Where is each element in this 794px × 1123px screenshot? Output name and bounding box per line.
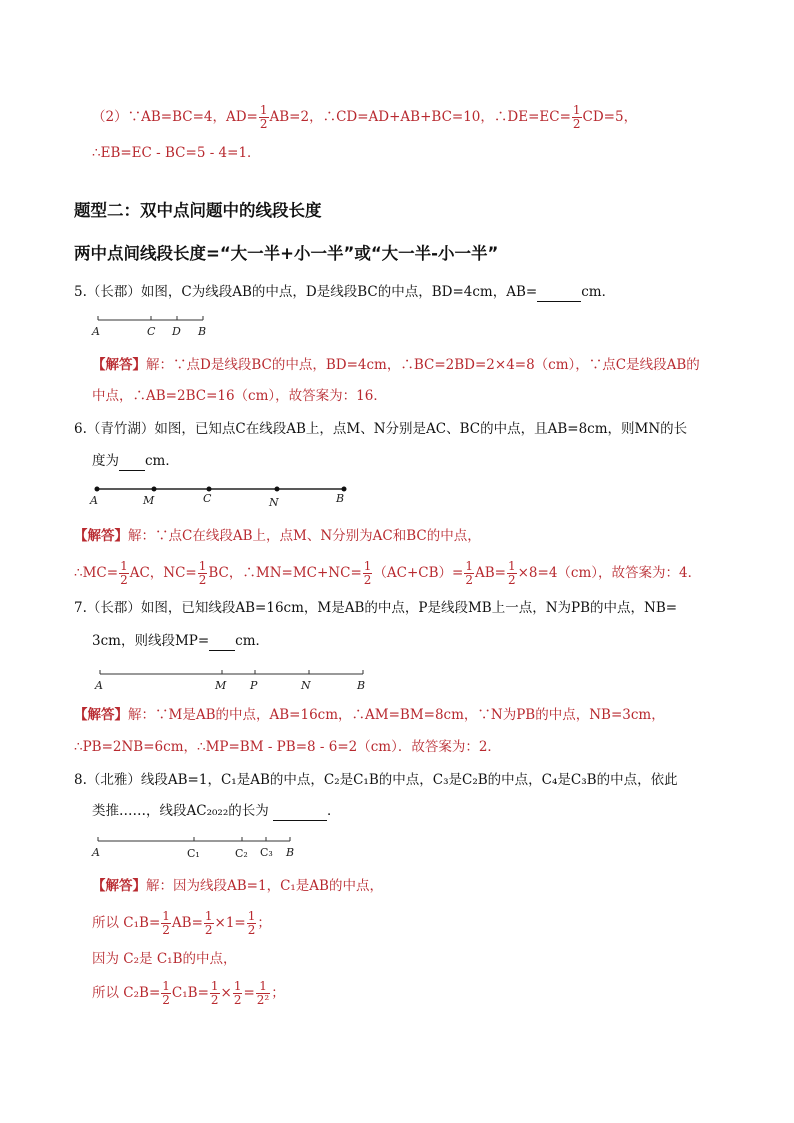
answer-blank <box>537 287 581 302</box>
label-a: A <box>95 679 103 692</box>
answer-blank <box>209 636 235 651</box>
fraction-half: $\frac{1}{2}$ <box>233 979 242 1007</box>
solution-2-part: （2）∵AB=BC=4，AD= <box>92 109 258 125</box>
label-m: M <box>215 679 227 692</box>
label-m: M <box>143 494 155 507</box>
label-p: P <box>250 679 258 692</box>
section-title: 题型二：双中点问题中的线段长度 <box>74 201 322 220</box>
fraction-half: $\frac{1}{2}$ <box>572 103 581 131</box>
answer-blank <box>273 806 327 821</box>
q8-answer-line-2: 所以 C₁B= $\frac{1}{2}$ AB= $\frac{1}{2}$ ×1= $\frac{1}{2}$ ； <box>92 909 271 937</box>
label-d: D <box>172 325 181 338</box>
label-a: A <box>92 325 100 338</box>
fraction-half: $\frac{1}{2}$ <box>259 103 268 131</box>
question-6-text-2: 度为 cm． <box>92 453 179 469</box>
q8-segment-diagram <box>90 832 310 864</box>
question-8-text-2: 类推……，线段AC₂₀₂₂的长为 ． <box>92 803 341 819</box>
fraction-half: $\frac{1}{2}$ <box>465 559 473 587</box>
fraction-half: $\frac{1}{2}$ <box>363 559 372 587</box>
label-c: C <box>203 492 212 505</box>
fraction-half: $\frac{1}{2}$ <box>210 979 219 1007</box>
solution-2-line-1 <box>92 104 637 131</box>
section-subtitle: 两中点间线段长度=“大一半+小一半”或“大一半-小一半” <box>74 244 499 263</box>
label-c3: C₃ <box>260 846 273 859</box>
fraction-half: $\frac{1}{2}$ <box>507 559 516 587</box>
label-n: N <box>269 496 279 509</box>
q8-answer-line-4: 所以 C₂B= $\frac{1}{2}$ C₁B= $\frac{1}{2}$ × $\frac{1}{2}$ = $\frac{1}{\text{2²}}$ ； <box>92 979 285 1007</box>
q7-answer-line-1: 【解答】解：∵M是AB的中点，AB=16cm，∴AM=BM=8cm，∵N为PB的中点，NB=3cm， <box>74 707 665 723</box>
question-7-text-1: 7.（长郡）如图，已知线段AB=16cm，M是AB的中点，P是线段MB上一点，N为PB的中点，NB= <box>74 600 678 616</box>
q7-answer-line-2: ∴PB=2NB=6cm，∴MP=BM - PB=8 - 6=2（cm）．故答案为：2． <box>74 739 501 755</box>
point-a <box>95 487 100 492</box>
q6-segment-diagram <box>86 480 356 510</box>
label-b: B <box>357 679 366 692</box>
fraction-half: $\frac{1}{2}$ <box>162 909 170 937</box>
q5-answer-line-2: 中点，∴AB=2BC=16（cm），故答案为：16． <box>92 388 387 404</box>
fraction-half-squared: $\frac{1}{\text{2²}}$ <box>256 979 270 1007</box>
label-c2: C₂ <box>235 847 248 860</box>
fraction-half: $\frac{1}{2}$ <box>162 979 170 1007</box>
answer-tag: 【解答】 <box>74 707 128 723</box>
fraction-half: $\frac{1}{2}$ <box>198 559 207 587</box>
fraction-half: $\frac{1}{2}$ <box>120 559 128 587</box>
answer-tag: 【解答】 <box>92 878 146 894</box>
label-n: N <box>301 679 311 692</box>
answer-blank <box>119 456 145 471</box>
label-c1: C₁ <box>187 847 200 860</box>
q5-segment-diagram <box>88 308 218 338</box>
question-8-text-1: 8.（北雅）线段AB=1，C₁是AB的中点，C₂是C₁B的中点，C₃是C₂B的中点，C₄是C₃B的中点，依此 <box>74 772 678 788</box>
q5-answer-line-1: 【解答】解：∵点D是线段BC的中点，BD=4cm，∴BC=2BD=2×4=8（cm），∵点C是线段AB的 <box>92 357 700 373</box>
label-a: A <box>92 846 100 859</box>
point-b <box>342 487 347 492</box>
label-b: B <box>198 325 207 338</box>
label-a: A <box>90 494 98 507</box>
fraction-half: $\frac{1}{2}$ <box>204 909 213 937</box>
q6-answer-line-1: 【解答】解：∵点C在线段AB上，点M、N分别为AC和BC的中点， <box>74 528 481 544</box>
question-6-text-1: 6.（青竹湖）如图，已知点C在线段AB上，点M、N分别是AC、BC的中点，且AB=8cm，则MN的长 <box>74 421 688 437</box>
q8-answer-line-1: 【解答】解：因为线段AB=1，C₁是AB的中点， <box>92 878 383 894</box>
answer-tag: 【解答】 <box>74 528 128 544</box>
fraction-half: $\frac{1}{2}$ <box>247 909 256 937</box>
solution-2-part: AB=2，∴CD=AD+AB+BC=10，∴DE=EC= <box>269 109 571 125</box>
question-5-text: 5.（长郡）如图，C为线段AB的中点，D是线段BC的中点，BD=4cm，AB= cm． <box>74 284 616 300</box>
label-b: B <box>336 492 345 505</box>
label-b: B <box>286 846 295 859</box>
q8-answer-line-3: 因为 C₂是 C₁B的中点， <box>92 951 237 967</box>
answer-tag: 【解答】 <box>92 357 146 373</box>
point-m <box>152 487 157 492</box>
question-7-text-2: 3cm，则线段MP= cm． <box>92 633 270 649</box>
label-c: C <box>147 325 156 338</box>
q6-answer-line-2: ∴MC= $\frac{1}{2}$ AC，NC= $\frac{1}{2}$ BC，∴MN=MC+NC= $\frac{1}{2}$ （AC+CB）= $\frac{1}{2}$ AB= $\frac{1}{2}$ ×8=4（cm），故答案为：4． <box>74 559 702 587</box>
solution-2-part: CD=5， <box>582 109 638 125</box>
point-n <box>275 487 280 492</box>
solution-2-line-2: ∴EB=EC - BC=5 - 4=1． <box>92 145 261 161</box>
q7-segment-diagram <box>90 664 380 694</box>
point-c <box>207 487 212 492</box>
